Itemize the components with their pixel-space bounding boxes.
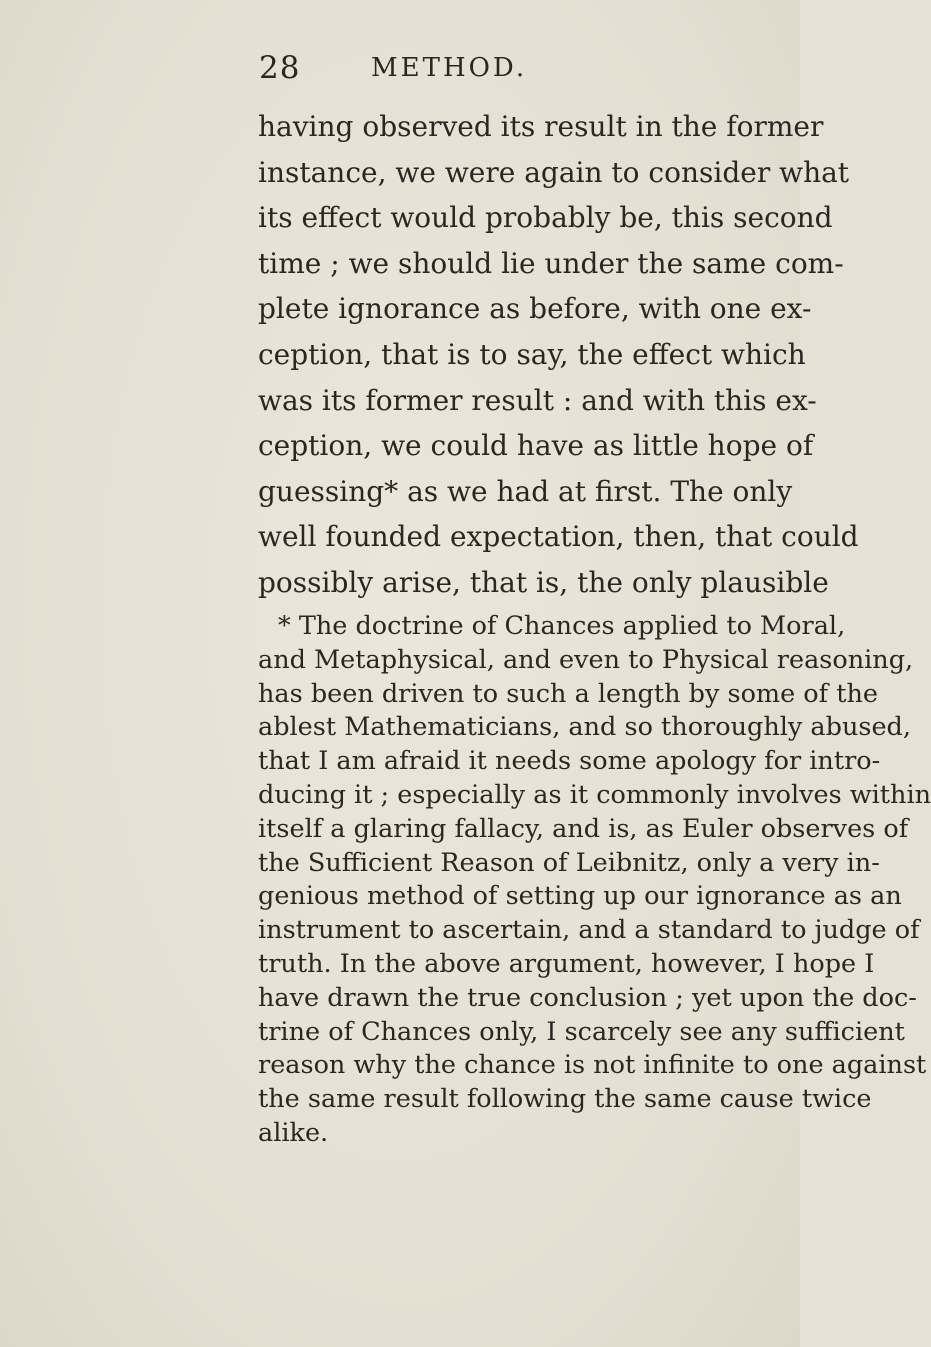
text-line: its effect would probably be, this second: [258, 201, 833, 235]
footnote-line: alike.: [258, 1117, 329, 1148]
page-number: 28: [259, 50, 301, 86]
footnote: [258, 610, 931, 1151]
text-line: instance, we were again to consider what: [258, 155, 850, 189]
text-line: ception, we could have as little hope of: [258, 429, 814, 463]
footnote-line: ducing it ; especially as it commonly involves within: [258, 779, 931, 810]
footnote-line: have drawn the true conclusion ; yet upon the doc-: [258, 982, 917, 1013]
footnote-line: * The doctrine of Chances applied to Moral,: [278, 611, 846, 641]
footnote-line: reason why the chance is not infinite to one against: [258, 1050, 927, 1081]
footnote-line: instrument to ascertain, and a standard to judge of: [258, 915, 920, 946]
footnote-line: and Metaphysical, and even to Physical reasoning,: [258, 644, 914, 675]
text-line: having observed its result in the former: [258, 110, 824, 143]
footnote-line: that I am afraid it needs some apology for intro-: [258, 746, 881, 777]
text-line: time ; we should lie under the same com-: [258, 246, 844, 280]
footnote-line: has been driven to such a length by some of the: [258, 678, 878, 709]
text-line: well founded expectation, then, that could: [258, 520, 859, 554]
footnote-line: trine of Chances only, I scarcely see any sufficient: [258, 1016, 905, 1047]
footnote-line: the Sufficient Reason of Leibnitz, only a very in-: [258, 847, 880, 878]
running-head: METHOD.: [371, 53, 528, 83]
main-text: [258, 104, 859, 606]
footnote-line: genious method of setting up our ignorance as an: [258, 881, 902, 912]
text-line: was its former result : and with this ex-: [258, 383, 817, 417]
text-line: plete ignorance as before, with one ex-: [258, 292, 812, 326]
footnote-line: ablest Mathematicians, and so thoroughly abused,: [258, 712, 911, 743]
footnote-line: the same result following the same cause twice: [258, 1084, 872, 1115]
text-line: guessing* as we had at first. The only: [258, 474, 793, 508]
footnote-line: itself a glaring fallacy, and is, as Euler observes of: [258, 813, 909, 844]
text-line: ception, that is to say, the effect which: [258, 337, 806, 371]
footnote-line: truth. In the above argument, however, I hope I: [258, 948, 875, 979]
page-header: [0, 50, 800, 100]
text-line: possibly arise, that is, the only plausible: [258, 565, 829, 599]
